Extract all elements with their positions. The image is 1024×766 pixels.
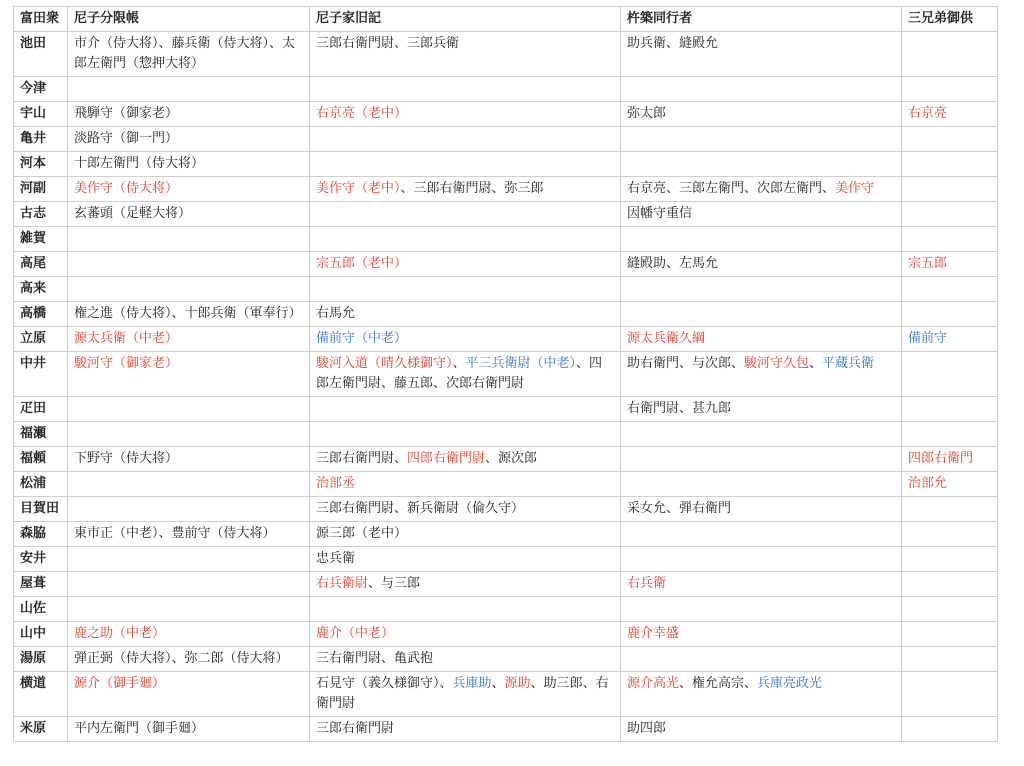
cell-kyuki	[310, 202, 621, 227]
cell-gotomo	[902, 447, 998, 472]
cell-kitsuki	[621, 127, 902, 152]
cell-kyuki	[310, 127, 621, 152]
cell-gotomo	[902, 422, 998, 447]
cell-bungencho	[68, 327, 310, 352]
cell-text: 源三郎（老中）	[316, 526, 408, 541]
cell-kitsuki	[621, 177, 902, 202]
cell-kyuki	[310, 277, 621, 302]
cell-text: 右京亮、三郎左衛門、次郎左衛門、	[627, 181, 836, 196]
cell-kitsuki	[621, 672, 902, 717]
cell-bungencho	[68, 472, 310, 497]
cell-gotomo	[902, 277, 998, 302]
highlighted-name-red: 四郎右衛門	[908, 451, 974, 466]
highlighted-name-red: 鹿介（中老）	[316, 626, 395, 641]
clan-name: 古志	[14, 202, 68, 227]
clan-name: 河本	[14, 152, 68, 177]
cell-gotomo	[902, 622, 998, 647]
cell-kyuki	[310, 32, 621, 77]
cell-text: 平内左衛門（御手廻）	[74, 721, 205, 736]
cell-kyuki	[310, 447, 621, 472]
cell-bungencho	[68, 497, 310, 522]
cell-bungencho	[68, 32, 310, 77]
table-row	[14, 102, 998, 127]
clan-name: 米原	[14, 717, 68, 742]
cell-kitsuki	[621, 497, 902, 522]
clan-name: 松浦	[14, 472, 68, 497]
cell-gotomo	[902, 352, 998, 397]
cell-kyuki	[310, 102, 621, 127]
cell-kitsuki	[621, 302, 902, 327]
highlighted-name-red: 右京亮	[908, 106, 948, 121]
cell-text: 弾正弼（侍大将）、弥二郎（侍大将）	[74, 651, 289, 666]
table-row	[14, 327, 998, 352]
cell-bungencho	[68, 252, 310, 277]
cell-kyuki	[310, 422, 621, 447]
cell-text: 三郎右衛門尉、三郎兵衛	[316, 36, 460, 51]
cell-text: 下野守（侍大将）	[74, 451, 179, 466]
cell-gotomo	[902, 177, 998, 202]
table-row	[14, 277, 998, 302]
cell-bungencho	[68, 227, 310, 252]
cell-kitsuki	[621, 572, 902, 597]
highlighted-name-red: 宗五郎	[908, 256, 948, 271]
cell-kyuki	[310, 472, 621, 497]
table-row	[14, 622, 998, 647]
table-row	[14, 522, 998, 547]
cell-gotomo	[902, 672, 998, 717]
clan-name: 安井	[14, 547, 68, 572]
highlighted-name-blue: 平三兵衛尉（中老）	[465, 356, 577, 371]
cell-kitsuki	[621, 32, 902, 77]
cell-bungencho	[68, 77, 310, 102]
cell-gotomo	[902, 547, 998, 572]
cell-bungencho	[68, 102, 310, 127]
cell-text: 三右衛門尉、亀武抱	[316, 651, 434, 666]
cell-bungencho	[68, 447, 310, 472]
column-header-bungencho: 尼子分限帳	[68, 7, 310, 32]
highlighted-name-red: 右兵衛尉	[316, 576, 369, 591]
column-header-clan: 富田衆	[14, 7, 68, 32]
cell-gotomo	[902, 327, 998, 352]
cell-gotomo	[902, 717, 998, 742]
cell-kyuki	[310, 327, 621, 352]
cell-text: 、四郎左衛門尉、藤五郎、次郎右衛門尉	[316, 356, 603, 391]
table-row	[14, 302, 998, 327]
cell-text: 三郎右衛門尉	[316, 721, 395, 736]
cell-gotomo	[902, 227, 998, 252]
clan-name: 疋田	[14, 397, 68, 422]
clan-name: 福瀬	[14, 422, 68, 447]
cell-bungencho	[68, 672, 310, 717]
table-row	[14, 252, 998, 277]
cell-kitsuki	[621, 77, 902, 102]
retainer-roster-table	[13, 6, 998, 742]
table-row	[14, 472, 998, 497]
cell-kyuki	[310, 647, 621, 672]
highlighted-name-red: 駿河守（御家老）	[74, 356, 179, 371]
clan-name: 山中	[14, 622, 68, 647]
highlighted-name-red: 源介高光	[627, 676, 680, 691]
cell-kyuki	[310, 152, 621, 177]
table-row	[14, 447, 998, 472]
cell-text: 、権允高宗、	[679, 676, 758, 691]
cell-kitsuki	[621, 547, 902, 572]
table-row	[14, 152, 998, 177]
table-row	[14, 32, 998, 77]
highlighted-name-red: 源助	[504, 676, 531, 691]
header-row	[14, 7, 998, 32]
cell-kitsuki	[621, 447, 902, 472]
cell-bungencho	[68, 177, 310, 202]
cell-kitsuki	[621, 422, 902, 447]
cell-kyuki	[310, 177, 621, 202]
highlighted-name-red: 治部丞	[316, 476, 356, 491]
table-row	[14, 227, 998, 252]
clan-name: 亀井	[14, 127, 68, 152]
clan-name: 中井	[14, 352, 68, 397]
column-header-kitsuki: 杵築同行者	[621, 7, 902, 32]
clan-name: 森脇	[14, 522, 68, 547]
cell-gotomo	[902, 647, 998, 672]
table-row	[14, 717, 998, 742]
cell-kyuki	[310, 252, 621, 277]
clan-name: 山佐	[14, 597, 68, 622]
cell-kitsuki	[621, 472, 902, 497]
clan-name: 福頼	[14, 447, 68, 472]
cell-kyuki	[310, 717, 621, 742]
cell-kitsuki	[621, 277, 902, 302]
highlighted-name-red: 鹿之助（中老）	[74, 626, 166, 641]
cell-bungencho	[68, 397, 310, 422]
cell-kyuki	[310, 497, 621, 522]
clan-name: 河副	[14, 177, 68, 202]
cell-gotomo	[902, 397, 998, 422]
cell-bungencho	[68, 352, 310, 397]
cell-bungencho	[68, 647, 310, 672]
highlighted-name-red: 駿河守久包	[744, 356, 810, 371]
clan-name: 屋葺	[14, 572, 68, 597]
cell-kitsuki	[621, 622, 902, 647]
highlighted-name-blue: 兵庫助	[452, 676, 492, 691]
cell-text: 淡路守（御一門）	[74, 131, 179, 146]
cell-text: 因幡守重信	[627, 206, 693, 221]
highlighted-name-red: 鹿介幸盛	[627, 626, 680, 641]
table-row	[14, 352, 998, 397]
cell-bungencho	[68, 127, 310, 152]
highlighted-name-blue: 備前守（中老）	[316, 331, 408, 346]
cell-bungencho	[68, 622, 310, 647]
cell-gotomo	[902, 522, 998, 547]
cell-gotomo	[902, 127, 998, 152]
cell-bungencho	[68, 277, 310, 302]
table-row	[14, 177, 998, 202]
cell-gotomo	[902, 597, 998, 622]
highlighted-name-blue: 備前守	[908, 331, 948, 346]
highlighted-name-red: 駿河入道（晴久様御守）	[316, 356, 453, 371]
table-row	[14, 547, 998, 572]
cell-text: 飛騨守（御家老）	[74, 106, 179, 121]
cell-bungencho	[68, 522, 310, 547]
cell-bungencho	[68, 202, 310, 227]
highlighted-name-red: 治部允	[908, 476, 948, 491]
cell-bungencho	[68, 717, 310, 742]
table-row	[14, 397, 998, 422]
cell-kyuki	[310, 397, 621, 422]
cell-gotomo	[902, 202, 998, 227]
cell-bungencho	[68, 572, 310, 597]
cell-gotomo	[902, 572, 998, 597]
highlighted-name-red: 美作守（侍大将）	[74, 181, 179, 196]
clan-name: 横道	[14, 672, 68, 717]
table-row	[14, 127, 998, 152]
clan-name: 高橋	[14, 302, 68, 327]
highlighted-name-red: 右京亮（老中）	[316, 106, 408, 121]
cell-kitsuki	[621, 227, 902, 252]
highlighted-name-red: 源介（御手廻）	[74, 676, 166, 691]
table-row	[14, 202, 998, 227]
clan-name: 立原	[14, 327, 68, 352]
cell-text: 三郎右衛門尉、	[316, 451, 408, 466]
cell-text: 助右衛門、与次郎、	[627, 356, 745, 371]
table-body	[14, 32, 998, 742]
highlighted-name-red: 四郎右衛門尉	[407, 451, 486, 466]
cell-kitsuki	[621, 647, 902, 672]
cell-text: 助兵衛、縫殿允	[627, 36, 719, 51]
table-row	[14, 672, 998, 717]
table-row	[14, 647, 998, 672]
cell-text: 石見守（義久様御守）、	[316, 676, 453, 691]
cell-text: 、助三郎、右衛門尉	[316, 676, 609, 711]
cell-kitsuki	[621, 202, 902, 227]
cell-text: 、	[491, 676, 505, 691]
cell-gotomo	[902, 252, 998, 277]
cell-text: 、与三郎	[368, 576, 421, 591]
clan-name: 高来	[14, 277, 68, 302]
highlighted-name-red: 源太兵衛（中老）	[74, 331, 179, 346]
cell-text: 十郎左衛門（侍大将）	[74, 156, 205, 171]
cell-text: 弥太郎	[627, 106, 667, 121]
cell-kitsuki	[621, 717, 902, 742]
cell-kitsuki	[621, 522, 902, 547]
cell-text: 右馬允	[316, 306, 356, 321]
clan-name: 高尾	[14, 252, 68, 277]
highlighted-name-red: 右兵衛	[627, 576, 667, 591]
cell-gotomo	[902, 302, 998, 327]
cell-gotomo	[902, 472, 998, 497]
cell-text: 市介（侍大将）、藤兵衛（侍大将）、太郎左衛門（惣押大将）	[74, 36, 296, 71]
cell-text: 忠兵衛	[316, 551, 356, 566]
cell-gotomo	[902, 497, 998, 522]
cell-kyuki	[310, 622, 621, 647]
cell-gotomo	[902, 32, 998, 77]
cell-bungencho	[68, 152, 310, 177]
cell-gotomo	[902, 102, 998, 127]
clan-name: 目賀田	[14, 497, 68, 522]
cell-kyuki	[310, 572, 621, 597]
highlighted-name-blue: 平蔵兵衛	[822, 356, 875, 371]
cell-kyuki	[310, 547, 621, 572]
cell-text: 采女允、弾右衛門	[627, 501, 732, 516]
table-row	[14, 497, 998, 522]
cell-kitsuki	[621, 597, 902, 622]
highlighted-name-blue: 兵庫亮政光	[757, 676, 823, 691]
table-row	[14, 77, 998, 102]
cell-text: 、三郎右衛門尉、弥三郎	[400, 181, 544, 196]
cell-text: 、	[452, 356, 466, 371]
cell-kyuki	[310, 77, 621, 102]
cell-text: 権之進（侍大将）、十郎兵衛（軍奉行）	[74, 306, 302, 321]
cell-kyuki	[310, 522, 621, 547]
cell-kyuki	[310, 597, 621, 622]
cell-kitsuki	[621, 252, 902, 277]
cell-bungencho	[68, 422, 310, 447]
column-header-gotomo: 三兄弟御供	[902, 7, 998, 32]
cell-text: 、	[809, 356, 823, 371]
highlighted-name-red: 宗五郎（老中）	[316, 256, 408, 271]
highlighted-name-red: 美作守（老中）	[316, 181, 401, 196]
cell-text: 三郎右衛門尉、新兵衛尉（倫久守）	[316, 501, 525, 516]
cell-kyuki	[310, 352, 621, 397]
clan-name: 今津	[14, 77, 68, 102]
table-row	[14, 597, 998, 622]
cell-kyuki	[310, 227, 621, 252]
clan-name: 湯原	[14, 647, 68, 672]
cell-text: 縫殿助、左馬允	[627, 256, 719, 271]
highlighted-name-red: 源太兵衛久綱	[627, 331, 706, 346]
cell-kitsuki	[621, 152, 902, 177]
cell-gotomo	[902, 77, 998, 102]
cell-text: 助四郎	[627, 721, 667, 736]
table-row	[14, 422, 998, 447]
highlighted-name-red: 美作守	[835, 181, 875, 196]
cell-bungencho	[68, 597, 310, 622]
clan-name: 宇山	[14, 102, 68, 127]
cell-text: 東市正（中老）、豊前守（侍大将）	[74, 526, 276, 541]
cell-gotomo	[902, 152, 998, 177]
cell-kitsuki	[621, 397, 902, 422]
cell-bungencho	[68, 547, 310, 572]
column-header-kyuki: 尼子家旧記	[310, 7, 621, 32]
clan-name: 雑賀	[14, 227, 68, 252]
cell-kitsuki	[621, 352, 902, 397]
cell-text: 玄蕃頭（足軽大将）	[74, 206, 192, 221]
cell-text: 右衛門尉、甚九郎	[627, 401, 732, 416]
table-row	[14, 572, 998, 597]
cell-kitsuki	[621, 327, 902, 352]
cell-bungencho	[68, 302, 310, 327]
cell-kyuki	[310, 302, 621, 327]
cell-kitsuki	[621, 102, 902, 127]
clan-name: 池田	[14, 32, 68, 77]
cell-text: 、源次郎	[485, 451, 538, 466]
table-header	[14, 7, 998, 32]
cell-kyuki	[310, 672, 621, 717]
